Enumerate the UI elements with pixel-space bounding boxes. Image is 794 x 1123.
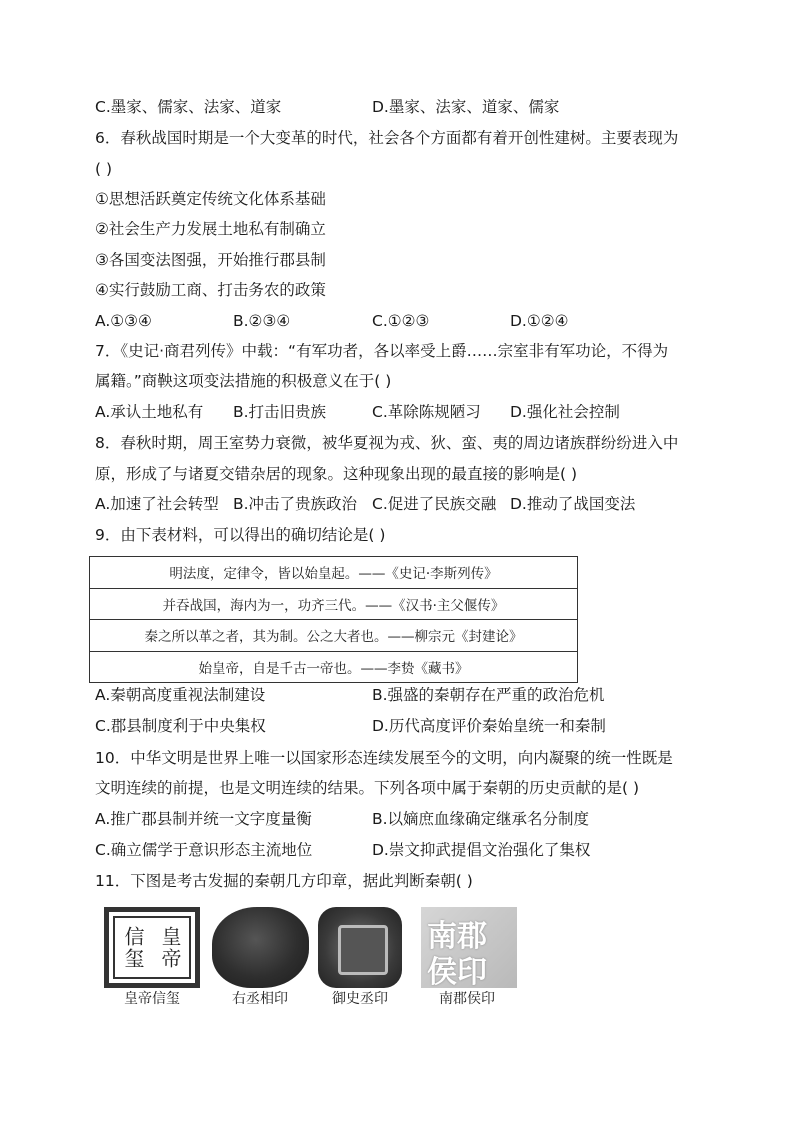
- q9-quote-3: 秦之所以革之者，其为制。公之大者也。——柳宗元《封建论》: [90, 620, 578, 652]
- q6-item-1: ①思想活跃奠定传统文化体系基础: [95, 190, 326, 208]
- q9-quotes-table: [89, 556, 578, 683]
- seal-image-1: [104, 907, 200, 988]
- q10-stem-line2: 文明连续的前提，也是文明连续的结果。下列各项中属于秦朝的历史贡献的是( ): [95, 779, 640, 797]
- seal1-glyph-left: 信玺: [121, 925, 145, 970]
- q6-option-c: C.①②③: [372, 312, 430, 330]
- q10-option-a: A.推广郡县制并统一文字度量衡: [95, 810, 312, 828]
- seal1-glyph-right: 皇帝: [158, 925, 182, 970]
- q7-stem-line2: 属籍。”商鞅这项变法措施的积极意义在于( ): [95, 372, 392, 390]
- q7-stem-line1: 7．《史记·商君列传》中载：“有军功者，各以率受上爵……宗室非有军功论，不得为: [95, 342, 669, 360]
- q8-option-b: B.冲击了贵族政治: [233, 495, 358, 513]
- seal4-glyph-top: 南郡: [427, 919, 487, 954]
- q10-stem-line1: 10．中华文明是世界上唯一以国家形态连续发展至今的文明，向内凝聚的统一性既是: [95, 749, 673, 767]
- q7-option-d: D.强化社会控制: [510, 403, 620, 421]
- q9-quote-1: 明法度，定律令，皆以始皇起。——《史记·李斯列传》: [90, 557, 578, 589]
- q9-stem: 9．由下表材料，可以得出的确切结论是( ): [95, 526, 386, 544]
- q6-option-a: A.①③④: [95, 312, 152, 330]
- q10-option-d: D.崇文抑武提倡文治强化了集权: [372, 841, 591, 859]
- q7-option-a: A.承认土地私有: [95, 403, 204, 421]
- q9-option-a: A.秦朝高度重视法制建设: [95, 686, 266, 704]
- q10-option-c: C.确立儒学于意识形态主流地位: [95, 841, 313, 859]
- seal-caption-1: 皇帝信玺: [124, 991, 180, 1007]
- q6-item-2: ②社会生产力发展土地私有制确立: [95, 220, 326, 238]
- q5-option-c: C.墨家、儒家、法家、道家: [95, 98, 282, 116]
- q8-option-a: A.加速了社会转型: [95, 495, 219, 513]
- seal-caption-3: 御史丞印: [332, 991, 388, 1007]
- q8-option-d: D.推动了战国变法: [510, 495, 636, 513]
- q9-option-d: D.历代高度评价秦始皇统一和秦制: [372, 717, 606, 735]
- q6-option-b: B.②③④: [233, 312, 291, 330]
- q9-quote-2: 并吞战国，海内为一，功齐三代。——《汉书·主父偃传》: [90, 588, 578, 620]
- seal-image-4: [421, 907, 517, 988]
- q10-option-b: B.以嫡庶血缘确定继承名分制度: [372, 810, 590, 828]
- q6-item-4: ④实行鼓励工商、打击务农的政策: [95, 281, 326, 299]
- q8-option-c: C.促进了民族交融: [372, 495, 497, 513]
- q7-option-b: B.打击旧贵族: [233, 403, 327, 421]
- q7-option-c: C.革除陈规陋习: [372, 403, 481, 421]
- q8-stem-line1: 8．春秋时期，周王室势力衰微，被华夏视为戎、狄、蛮、夷的周边诸族群纷纷进入中: [95, 434, 679, 452]
- q9-option-c: C.郡县制度利于中央集权: [95, 717, 266, 735]
- seal-caption-2: 右丞相印: [232, 991, 288, 1007]
- q6-option-d: D.①②④: [510, 312, 569, 330]
- q6-stem-line2: ( ): [95, 160, 113, 178]
- q6-item-3: ③各国变法图强，开始推行郡县制: [95, 251, 326, 269]
- q9-option-b: B.强盛的秦朝存在严重的政治危机: [372, 686, 605, 704]
- q8-stem-line2: 原，形成了与诸夏交错杂居的现象。这种现象出现的最直接的影响是( ): [95, 465, 578, 483]
- seal-caption-4: 南郡侯印: [439, 991, 495, 1007]
- q6-stem-line1: 6．春秋战国时期是一个大变革的时代，社会各个方面都有着开创性建树。主要表现为: [95, 129, 679, 147]
- q11-stem: 11．下图是考古发掘的秦朝几方印章，据此判断秦朝( ): [95, 872, 473, 890]
- q9-quote-4: 始皇帝，自是千古一帝也。——李贽《藏书》: [90, 651, 578, 683]
- q5-option-d: D.墨家、法家、道家、儒家: [372, 98, 560, 116]
- seal-image-3: [318, 907, 402, 988]
- seal4-glyph-bottom: 侯印: [427, 955, 487, 990]
- seal-image-2: [212, 907, 309, 988]
